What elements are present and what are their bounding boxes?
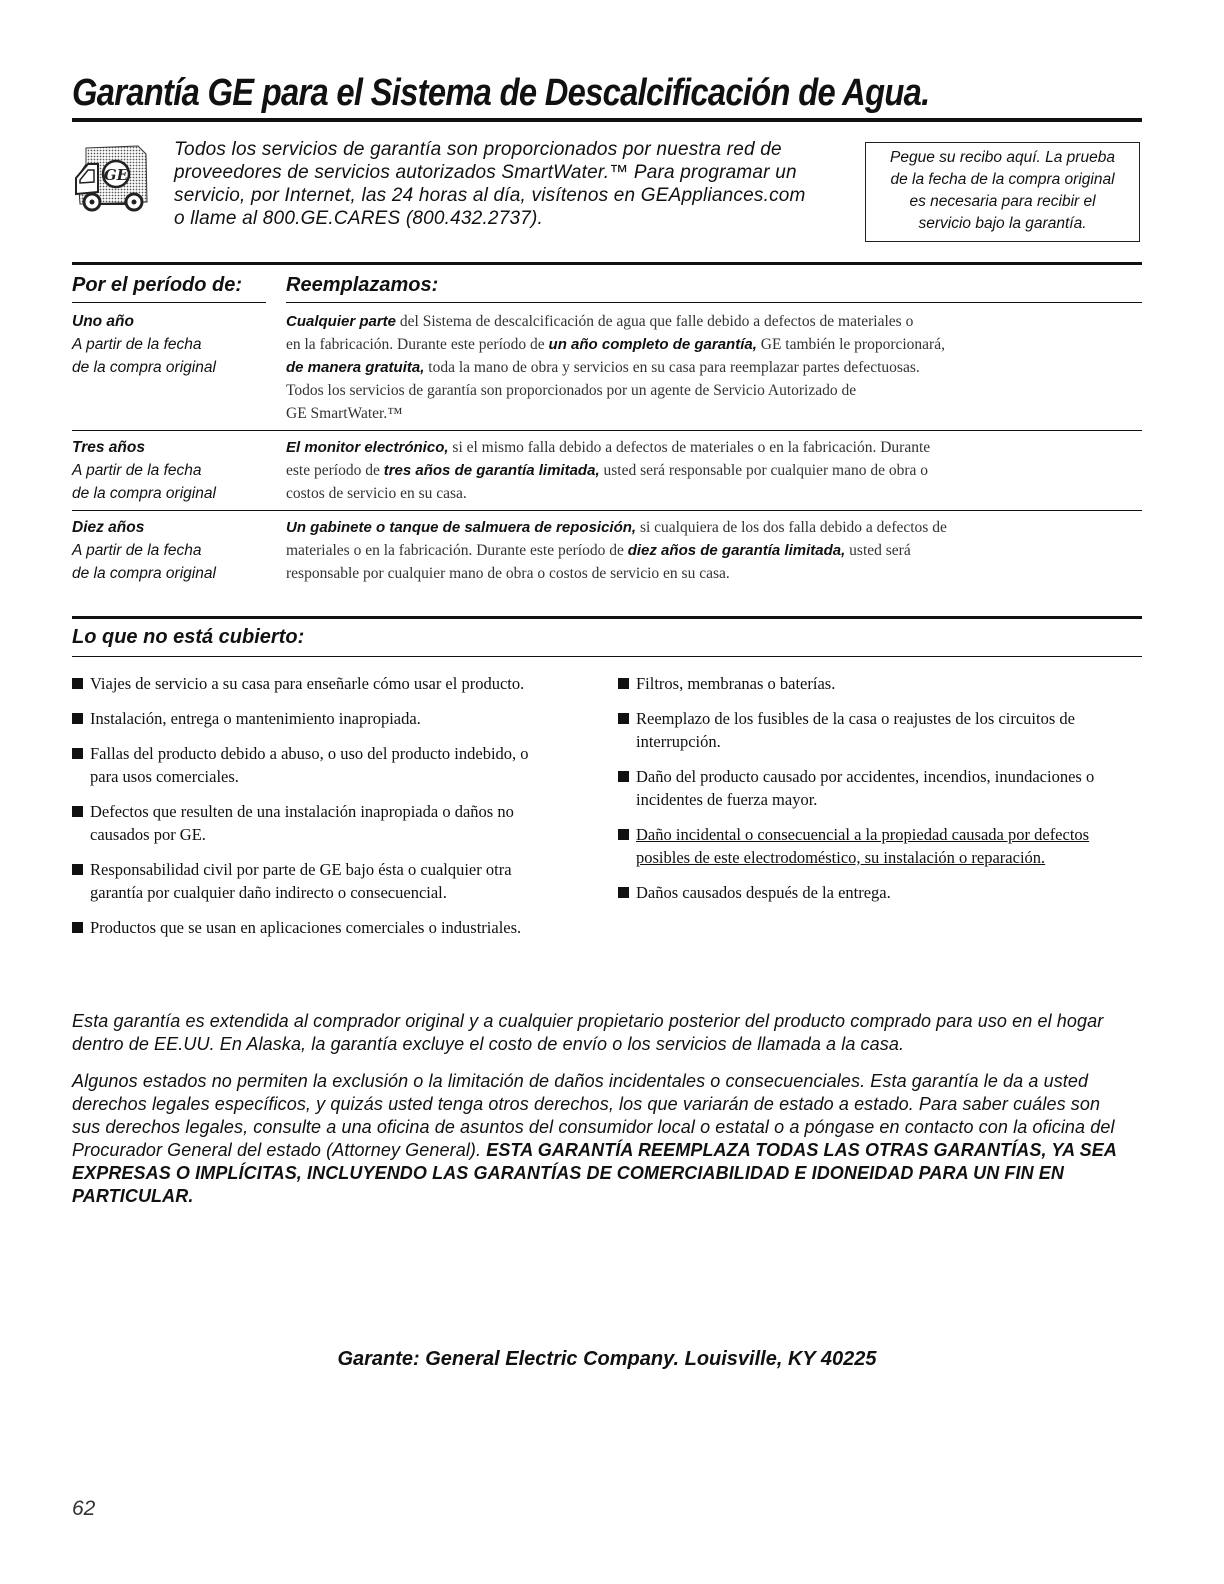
period-cell: Diez años A partir de la fecha de la compra original — [72, 519, 216, 582]
table-top-rule — [72, 262, 1142, 265]
page-title: Garantía GE para el Sistema de Descalcificación de Agua. — [72, 72, 930, 114]
guarantor-line: Garante: General Electric Company. Louisville, KY 40225 — [337, 1348, 877, 1370]
period-cell: Uno año A partir de la fecha de la compra original — [72, 313, 216, 376]
coverage-cell: Cualquier parte del Sistema de descalcificación de agua que falle debido a defectos de materiales o en la fabricación. Durante este período de un año completo de garantía, GE también le proporcionará, de manera gratuita, toda la mano de obra y servicios en su casa para reemplazar partes defectuosas. Todos los servicios de garantía son proporcionados por un agente de Servicio Autorizado de GE SmartWater.™ — [286, 313, 945, 422]
not-covered-list-left — [72, 672, 542, 951]
header-rule-left — [72, 302, 266, 303]
list-item: Responsabilidad civil por parte de GE bajo ésta o cualquier otra garantía por cualquier daño indirecto o consecuencial. — [72, 858, 542, 904]
header-period: Por el período de: — [72, 274, 243, 296]
list-item: Daños causados después de la entrega. — [618, 881, 1138, 904]
extension-paragraph: Esta garantía es extendida al comprador original y a cualquier propietario posterior del producto comprado para uso en el hogar dentro de EE.UU. En Alaska, la garantía excluye el costo de envío o los servicios de llamada a la casa. — [72, 1011, 1104, 1054]
intro-text: Todos los servicios de garantía son proporcionados por nuestra red de proveedores de servicios autorizados SmartWater.™ Para programar un servicio, por Internet, las 24 horas al día, visítenos en GEAppliances.com o llame al 800.GE.CARES (800.432.2737). — [174, 139, 806, 229]
not-covered-list-right — [618, 672, 1138, 916]
header-rule-right — [286, 302, 1142, 303]
row-divider — [72, 430, 1142, 431]
not-covered-title: Lo que no está cubierto: — [72, 626, 305, 648]
coverage-cell: Un gabinete o tanque de salmuera de reposición, si cualquiera de los dos falla debido a defectos de materiales o en la fabricación. Durante este período de diez años de garantía limitada, usted será responsable por cualquier mano de obra o costos de servicio en su casa. — [286, 519, 947, 582]
list-item: Instalación, entrega o mantenimiento inapropiada. — [72, 707, 542, 730]
list-item: Defectos que resulten de una instalación inapropiada o daños no causados por GE. — [72, 800, 542, 846]
not-covered-rule — [72, 656, 1142, 657]
receipt-box: Pegue su recibo aquí. La prueba de la fecha de la compra original es necesaria para recibir el servicio bajo la garantía. — [865, 142, 1140, 242]
row-divider — [72, 510, 1142, 511]
header-replace: Reemplazamos: — [286, 274, 439, 296]
list-item: Fallas del producto debido a abuso, o uso del producto indebido, o para usos comerciales. — [72, 742, 542, 788]
period-cell: Tres años A partir de la fecha de la compra original — [72, 439, 216, 502]
legal-rights-paragraph: Algunos estados no permiten la exclusión o la limitación de daños incidentales o consecuenciales. Esta garantía le da a usted derechos legales específicos, y quizás usted tenga otros derechos, los que variarán de estado a estado. Para saber cuáles son sus derechos legales, consulte a una oficina de asuntos del consumidor local o estatal o a póngase en contacto con la oficina del Procurador General del estado (Attorney General). ESTA GARANTÍA REEMPLAZA TODAS LAS OTRAS GARANTÍAS, YA SEA EXPRESAS O IMPLÍCITAS, INCLUYENDO LAS GARANTÍAS DE COMERCIABILIDAD E IDONEIDAD PARA UN FIN EN PARTICULAR. — [72, 1071, 1117, 1206]
coverage-cell: El monitor electrónico, si el mismo falla debido a defectos de materiales o en la fabricación. Durante este período de tres años de garantía limitada, usted será responsable por cualquier mano de obra o costos de servicio en su casa. — [286, 439, 931, 502]
service-truck-icon — [72, 140, 152, 218]
list-item: Reemplazo de los fusibles de la casa o reajustes de los circuitos de interrupción. — [618, 707, 1138, 753]
list-item: Filtros, membranas o baterías. — [618, 672, 1138, 695]
list-item: Productos que se usan en aplicaciones comerciales o industriales. — [72, 916, 542, 939]
list-item: Viajes de servicio a su casa para enseñarle cómo usar el producto. — [72, 672, 542, 695]
not-covered-top-rule — [72, 616, 1142, 619]
title-rule — [72, 118, 1142, 122]
list-item: Daño del producto causado por accidentes, incendios, inundaciones o incidentes de fuerza mayor. — [618, 765, 1138, 811]
page-number: 62 — [72, 1497, 96, 1520]
svg-text:GE: GE — [103, 166, 129, 184]
list-item-incidental-damage: Daño incidental o consecuencial a la propiedad causada por defectos posibles de este electrodoméstico, su instalación o reparación. — [618, 823, 1138, 869]
